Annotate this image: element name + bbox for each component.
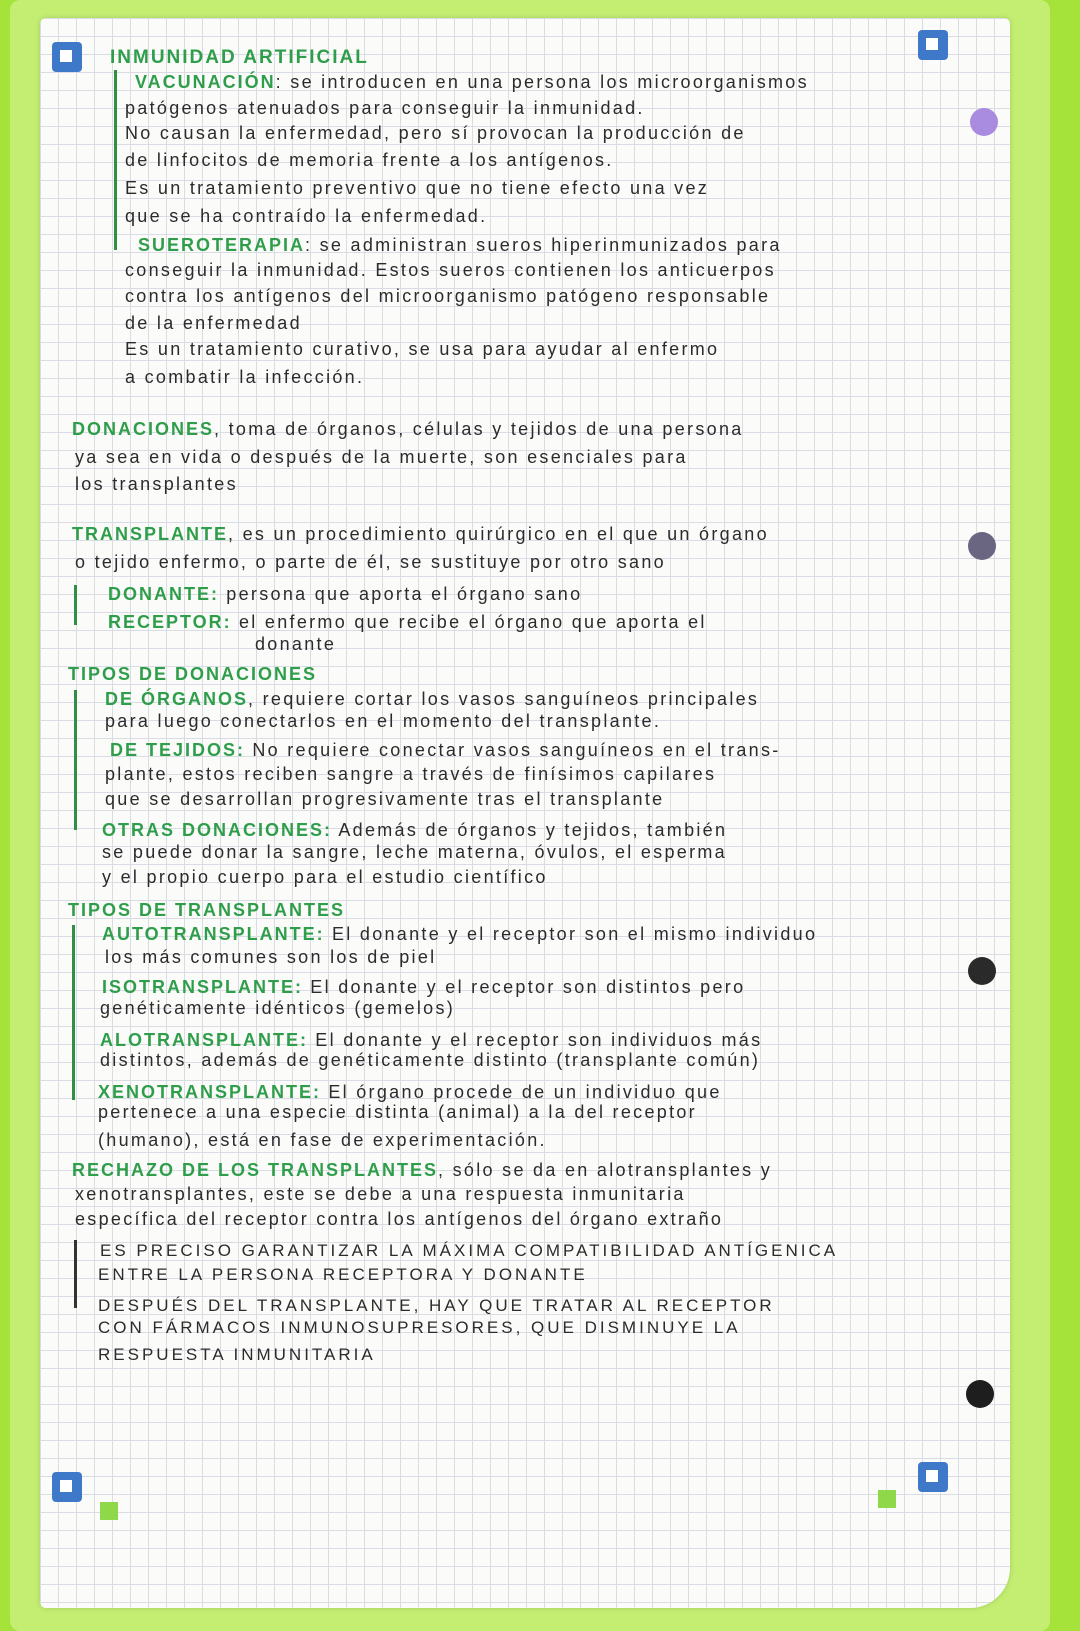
note-text: donante: [255, 634, 337, 654]
note-text: : se introducen en una persona los microorganismos: [275, 72, 809, 92]
note-text: los transplantes: [75, 474, 238, 494]
note-line: [138, 233, 782, 257]
note-line: [75, 472, 238, 496]
highlighted-term: DE TEJIDOS:: [110, 740, 246, 760]
note-line: [100, 1238, 838, 1263]
note-line: [98, 1342, 376, 1367]
note-line: [102, 865, 548, 889]
highlighted-term: OTRAS DONACIONES:: [102, 820, 333, 840]
bracket-line: [74, 690, 77, 830]
note-text: los más comunes son los de piel: [105, 947, 437, 967]
note-line: [72, 522, 769, 546]
note-text: CON FÁRMACOS INMUNOSUPRESORES, QUE DISMINUYE LA: [98, 1318, 741, 1337]
note-line: [75, 1182, 686, 1206]
note-line: [125, 258, 776, 282]
note-text: , requiere cortar los vasos sanguíneos principales: [248, 689, 760, 709]
note-text: contra los antígenos del microorganismo patógeno responsable: [125, 286, 771, 306]
note-line: [108, 582, 582, 606]
highlighted-term: ALOTRANSPLANTE:: [100, 1030, 308, 1050]
note-line: [105, 945, 436, 969]
note-text: : se administran sueros hiperinmunizados para: [305, 235, 782, 255]
highlighted-term: DONACIONES: [72, 419, 215, 439]
section-heading: [68, 898, 345, 922]
note-line: [125, 176, 709, 200]
note-text: Es un tratamiento preventivo que no tiene efecto una vez: [125, 178, 710, 198]
highlighted-term: DE ÓRGANOS: [105, 689, 249, 709]
highlighted-term: AUTOTRANSPLANTE:: [102, 924, 325, 944]
binder-hole: [970, 108, 998, 136]
note-line: [125, 148, 614, 172]
note-line: [98, 1262, 588, 1287]
note-text: RESPUESTA INMUNITARIA: [98, 1345, 376, 1364]
highlighted-term: TRANSPLANTE: [72, 524, 228, 544]
note-text: y el propio cuerpo para el estudio científico: [102, 867, 548, 887]
note-line: [110, 738, 781, 762]
note-text: El donante y el receptor son individuos más: [308, 1030, 763, 1050]
bracket-line: [74, 1240, 77, 1308]
corner-mark-icon: [918, 1462, 948, 1492]
note-line: [135, 70, 809, 94]
note-text: para luego conectarlos en el momento del transplante.: [105, 711, 662, 731]
highlighted-term: RECEPTOR:: [108, 612, 232, 632]
bracket-line: [72, 925, 75, 1100]
note-line: [105, 787, 664, 811]
note-line: [72, 1158, 772, 1182]
note-line: [75, 1207, 723, 1231]
note-text: el enfermo que recibe el órgano que aporta el: [231, 612, 707, 632]
note-line: [105, 709, 661, 733]
highlighted-term: VACUNACIÓN: [135, 72, 276, 92]
note-text: El donante y el receptor son distintos pero: [303, 977, 746, 997]
note-line: [102, 922, 817, 946]
highlighted-term: SUEROTERAPIA: [138, 235, 306, 255]
note-text: genéticamente idénticos (gemelos): [100, 998, 456, 1018]
note-text: , es un procedimiento quirúrgico en el que un órgano: [228, 524, 769, 544]
binder-hole: [968, 957, 996, 985]
note-text: Es un tratamiento curativo, se usa para ayudar al enfermo: [125, 339, 720, 359]
note-text: ya sea en vida o después de la muerte, son esenciales para: [75, 447, 688, 467]
note-line: [125, 204, 487, 228]
note-line: [125, 284, 770, 308]
note-text: No causan la enfermedad, pero sí provocan la producción de: [125, 123, 746, 143]
section-heading: [68, 662, 317, 686]
binder-hole: [968, 532, 996, 560]
note-line: [75, 550, 666, 574]
note-line: [125, 96, 645, 120]
highlighted-term: ISOTRANSPLANTE:: [102, 977, 303, 997]
note-line: [98, 1128, 547, 1152]
highlighted-term: XENOTRANSPLANTE:: [98, 1082, 322, 1102]
highlighted-term: RECHAZO DE LOS TRANSPLANTES: [72, 1160, 439, 1180]
note-text: que se desarrollan progresivamente tras el transplante: [105, 789, 665, 809]
highlighted-term: DONANTE:: [108, 584, 219, 604]
note-text: No requiere conectar vasos sanguíneos en el trans-: [245, 740, 781, 760]
note-line: [75, 445, 688, 469]
corner-mark-icon: [52, 42, 82, 72]
highlighted-term: TIPOS DE TRANSPLANTES: [68, 900, 346, 920]
note-text: ES PRECISO GARANTIZAR LA MÁXIMA COMPATIBILIDAD ANTÍGENICA: [100, 1241, 839, 1260]
note-line: [100, 1048, 760, 1072]
note-text: patógenos atenuados para conseguir la inmunidad.: [125, 98, 645, 118]
binder-hole: [966, 1380, 994, 1408]
note-text: xenotransplantes, este se debe a una respuesta inmunitaria: [75, 1184, 686, 1204]
section-heading: [110, 45, 369, 70]
note-line: [105, 687, 759, 711]
note-text: plante, estos reciben sangre a través de finísimos capilares: [105, 764, 717, 784]
note-text: de linfocitos de memoria frente a los antígenos.: [125, 150, 614, 170]
green-square-mark: [100, 1502, 118, 1520]
note-line: [105, 762, 716, 786]
note-line: [125, 121, 746, 145]
note-line: [100, 996, 455, 1020]
note-text: distintos, además de genéticamente distinto (transplante común): [100, 1050, 761, 1070]
note-text: El órgano procede de un individuo que: [321, 1082, 722, 1102]
note-text: a combatir la infección.: [125, 367, 365, 387]
note-line: [125, 365, 364, 389]
note-text: o tejido enfermo, o parte de él, se sustituye por otro sano: [75, 552, 666, 572]
note-line: [255, 632, 336, 656]
note-text: ENTRE LA PERSONA RECEPTORA Y DONANTE: [98, 1265, 588, 1284]
note-line: [98, 1315, 741, 1340]
bracket-line: [74, 585, 77, 625]
note-text: , sólo se da en alotransplantes y: [438, 1160, 773, 1180]
note-text: específica del receptor contra los antígenos del órgano extraño: [75, 1209, 724, 1229]
corner-mark-icon: [918, 30, 948, 60]
note-line: [102, 818, 727, 842]
note-text: se puede donar la sangre, leche materna, óvulos, el esperma: [102, 842, 727, 862]
green-square-mark: [878, 1490, 896, 1508]
note-text: El donante y el receptor son el mismo individuo: [324, 924, 818, 944]
highlighted-term: INMUNIDAD ARTIFICIAL: [110, 47, 369, 68]
note-text: de la enfermedad: [125, 313, 302, 333]
note-text: DESPUÉS DEL TRANSPLANTE, HAY QUE TRATAR AL RECEPTOR: [98, 1296, 775, 1315]
corner-mark-icon: [52, 1472, 82, 1502]
note-line: [72, 417, 744, 441]
note-line: [102, 840, 727, 864]
note-text: que se ha contraído la enfermedad.: [125, 206, 488, 226]
note-line: [108, 610, 707, 634]
note-line: [125, 311, 302, 335]
note-text: (humano), está en fase de experimentación.: [98, 1130, 547, 1150]
note-text: pertenece a una especie distinta (animal) a la del receptor: [98, 1102, 697, 1122]
note-text: , toma de órganos, células y tejidos de una persona: [214, 419, 744, 439]
bracket-line: [114, 70, 117, 250]
note-line: [125, 337, 719, 361]
note-text: Además de órganos y tejidos, también: [332, 820, 728, 840]
note-text: conseguir la inmunidad. Estos sueros contienen los anticuerpos: [125, 260, 776, 280]
highlighted-term: TIPOS DE DONACIONES: [68, 664, 318, 684]
note-text: persona que aporta el órgano sano: [219, 584, 583, 604]
note-line: [98, 1100, 697, 1124]
